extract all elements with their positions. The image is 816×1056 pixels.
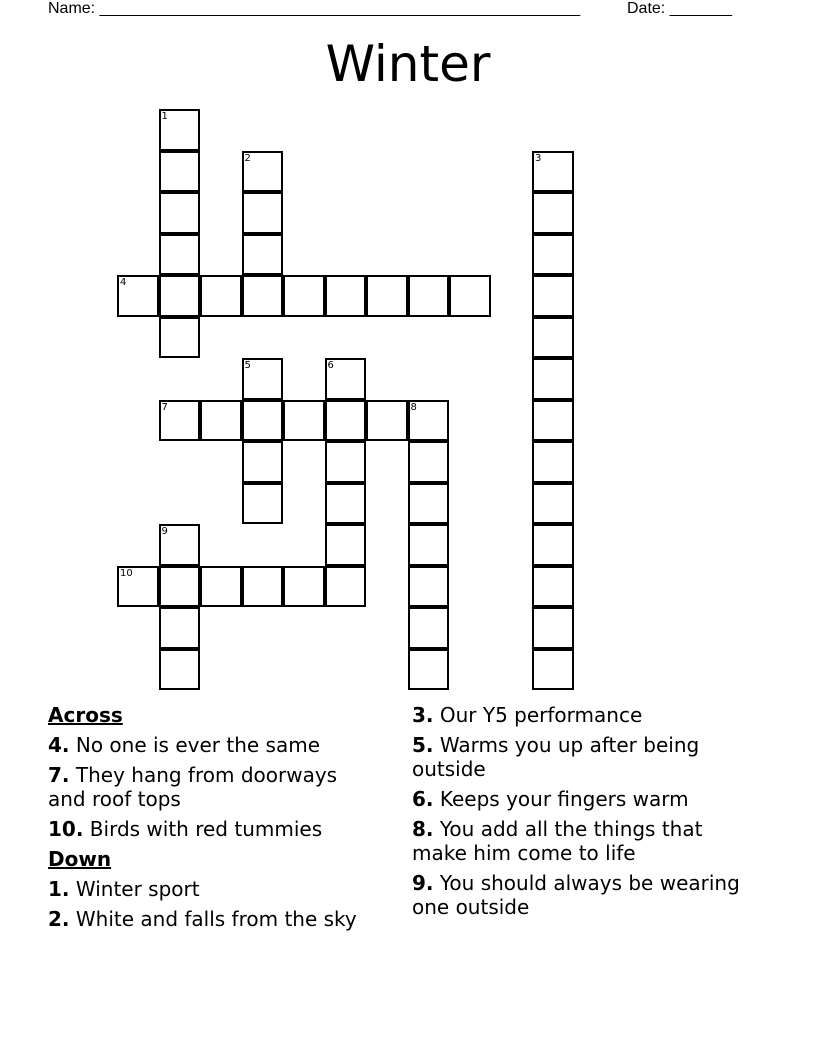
crossword-cell[interactable] [117, 566, 159, 608]
crossword-cell[interactable] [283, 566, 325, 608]
clue-number: 4. [48, 733, 70, 757]
clue-across-4 [48, 733, 378, 757]
clues-right-column [412, 703, 752, 925]
crossword-cell[interactable] [532, 566, 574, 608]
clue-text: They hang from doorways and roof tops [48, 763, 338, 811]
crossword-cell[interactable] [325, 358, 367, 400]
crossword-cell[interactable] [159, 649, 201, 691]
crossword-cell[interactable] [532, 607, 574, 649]
cell-number: 2 [244, 152, 251, 164]
crossword-cell[interactable] [242, 441, 284, 483]
clue-text: You should always be wearing one outside [412, 871, 740, 919]
crossword-cell[interactable] [408, 524, 450, 566]
clue-number: 2. [48, 907, 70, 931]
crossword-cell[interactable] [408, 275, 450, 317]
clue-number: 9. [412, 871, 434, 895]
crossword-cell[interactable] [159, 524, 201, 566]
crossword-cell[interactable] [242, 483, 284, 525]
clue-down-3 [412, 703, 752, 727]
crossword-cell[interactable] [408, 441, 450, 483]
cell-number: 6 [327, 360, 334, 371]
crossword-cell[interactable] [159, 192, 201, 234]
cell-number: 4 [120, 277, 127, 288]
puzzle-title: Winter [325, 35, 491, 93]
clues-left-column [48, 703, 378, 937]
crossword-cell[interactable] [325, 275, 367, 317]
clue-down-9 [412, 871, 752, 919]
crossword-cell[interactable] [117, 275, 159, 317]
crossword-cell[interactable] [532, 483, 574, 525]
crossword-cell[interactable] [200, 275, 242, 317]
crossword-cell[interactable] [532, 441, 574, 483]
crossword-cell[interactable] [242, 275, 284, 317]
cell-number: 9 [161, 526, 168, 537]
crossword-cell[interactable] [325, 441, 367, 483]
clue-number: 7. [48, 763, 70, 787]
crossword-cell[interactable] [159, 109, 201, 151]
clue-text: You add all the things that make him come to life [412, 817, 703, 865]
crossword-cell[interactable] [159, 275, 201, 317]
crossword-cell[interactable] [325, 524, 367, 566]
crossword-cell[interactable] [242, 192, 284, 234]
cell-number: 10 [120, 567, 133, 579]
clue-down-2 [48, 907, 378, 931]
crossword-cell[interactable] [532, 524, 574, 566]
clue-across-7 [48, 763, 378, 811]
crossword-cell[interactable] [242, 151, 284, 193]
clue-number: 3. [412, 703, 434, 727]
cell-number: 5 [244, 360, 251, 371]
crossword-cell[interactable] [159, 607, 201, 649]
crossword-cell[interactable] [242, 358, 284, 400]
crossword-cell[interactable] [283, 400, 325, 442]
cell-number: 8 [410, 401, 417, 413]
clue-down-8 [412, 817, 752, 865]
crossword-cell[interactable] [408, 566, 450, 608]
clue-down-5 [412, 733, 752, 781]
clue-number: 1. [48, 877, 70, 901]
cell-number: 7 [161, 401, 168, 413]
clue-text: No one is ever the same [75, 733, 321, 757]
clue-text: Keeps your fingers warm [439, 787, 689, 811]
date-field-label[interactable]: Date: _______ [627, 0, 732, 17]
crossword-cell[interactable] [449, 275, 491, 317]
crossword-cell[interactable] [408, 649, 450, 691]
clue-number: 5. [412, 733, 434, 757]
crossword-cell[interactable] [200, 566, 242, 608]
crossword-cell[interactable] [532, 151, 574, 193]
crossword-cell[interactable] [242, 234, 284, 276]
crossword-cell[interactable] [532, 275, 574, 317]
clue-text: Birds with red tummies [89, 817, 323, 841]
crossword-cell[interactable] [159, 400, 201, 442]
clue-number: 6. [412, 787, 434, 811]
clue-text: White and falls from the sky [75, 907, 357, 931]
crossword-cell[interactable] [532, 358, 574, 400]
crossword-cell[interactable] [408, 400, 450, 442]
clue-down-6 [412, 787, 752, 811]
crossword-cell[interactable] [159, 317, 201, 359]
crossword-cell[interactable] [366, 400, 408, 442]
across-heading: Across [48, 703, 123, 727]
clue-number: 8. [412, 817, 434, 841]
crossword-cell[interactable] [325, 483, 367, 525]
crossword-cell[interactable] [200, 400, 242, 442]
clue-text: Our Y5 performance [439, 703, 643, 727]
name-field-label[interactable]: Name: ______________________________________________________ [48, 0, 581, 17]
crossword-cell[interactable] [366, 275, 408, 317]
cell-number: 1 [161, 111, 168, 122]
crossword-cell[interactable] [159, 151, 201, 193]
crossword-cell[interactable] [532, 400, 574, 442]
clue-across-10 [48, 817, 378, 841]
clue-number: 10. [48, 817, 84, 841]
clue-text: Warms you up after being outside [412, 733, 700, 781]
crossword-cell[interactable] [283, 275, 325, 317]
crossword-cell[interactable] [532, 317, 574, 359]
cell-number: 3 [535, 152, 542, 164]
crossword-cell[interactable] [532, 192, 574, 234]
clue-text: Winter sport [75, 877, 200, 901]
crossword-cell[interactable] [408, 607, 450, 649]
crossword-cell[interactable] [159, 566, 201, 608]
crossword-cell[interactable] [532, 234, 574, 276]
crossword-cell[interactable] [325, 566, 367, 608]
crossword-cell[interactable] [242, 566, 284, 608]
crossword-cell[interactable] [159, 234, 201, 276]
crossword-cell[interactable] [408, 483, 450, 525]
down-heading: Down [48, 847, 112, 871]
crossword-cell[interactable] [242, 400, 284, 442]
crossword-cell[interactable] [532, 649, 574, 691]
clue-down-1 [48, 877, 378, 901]
crossword-cell[interactable] [325, 400, 367, 442]
